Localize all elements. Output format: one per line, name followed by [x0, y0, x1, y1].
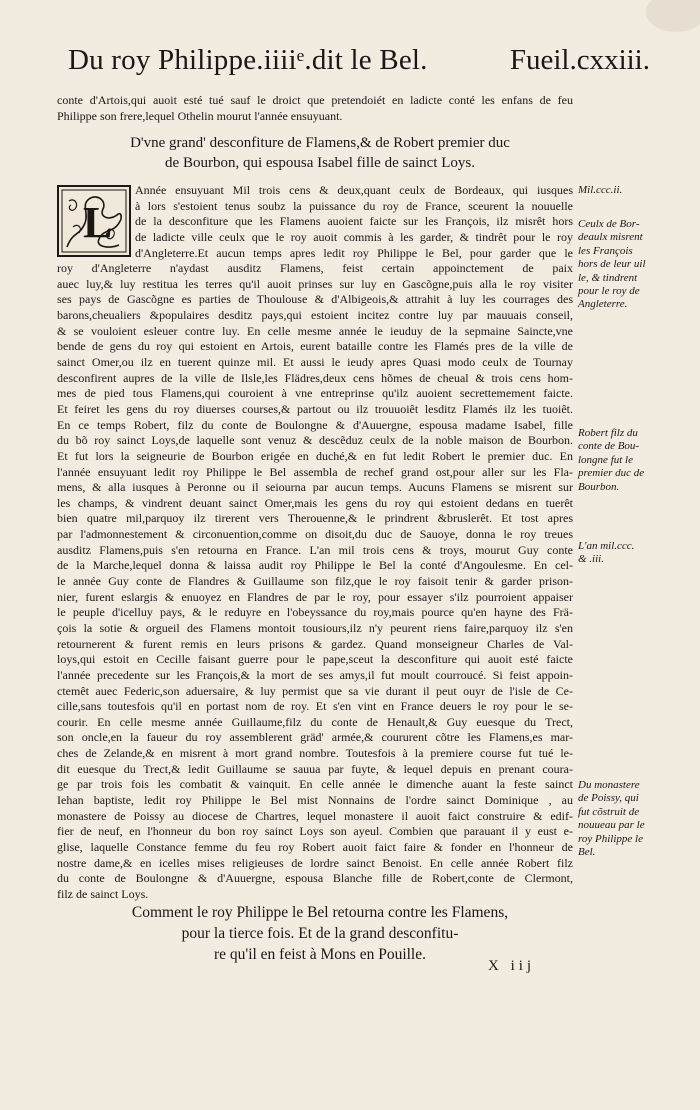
text-line: sainct Omer,ou ilz en tuerent quinze mil. Et aussi le ieudy apres Quasi modo ceulx de Tournay: [57, 355, 573, 370]
text-line: l'année ensuyuant ledit roy Philippe le Bel assembla de rechef grand ost,pour aller sur les Fla-: [57, 464, 573, 479]
margin-note-line: Bourbon.: [578, 480, 620, 493]
margin-note-line: les François: [578, 244, 633, 257]
folio-number: Fueil.cxxiii.: [509, 44, 650, 76]
text-line: d'Angleterre.Et aucun temps apres ledit roy Philippe le Bel, pour garder que le: [135, 245, 573, 260]
margin-note-poissy: [578, 779, 688, 859]
text-line: glise, laquelle Constance femme du feu roy Robert auoit faict faire & fonder en l'honneur de: [57, 839, 573, 854]
text-line: de la Marche,lequel donna & laissa audit roy Philippe le Bel la conté d'Angoulesme. En cel-: [57, 558, 573, 573]
text-line: de ladicte ville ceulx que le roy auoit commis à les garder, & tindrêt pour le roy: [135, 229, 573, 244]
next-chapter-heading-line: pour la tierce fois. Et de la grand desconfitu-: [181, 925, 459, 942]
margin-note-year-1303: [578, 540, 688, 567]
margin-note-line: nouueau par le: [578, 819, 645, 832]
margin-note-line: premier duc de: [578, 467, 645, 480]
text-line: fier de neuf, en l'honneur du bon roy sainct Loys son ayeul. Combien que parauant il y eust e-: [57, 824, 573, 839]
text-line: Iehan baptiste, ledit roy Philippe le Bel mist Nonnains de l'ordre sainct Dominique , au: [57, 792, 573, 807]
margin-note-line: pour le roy de: [578, 285, 640, 298]
text-line: ausditz Flamens,puis s'en retourna en France. L'an mil trois cens & troys, mourut Guy conte: [57, 542, 573, 557]
margin-note-line: L'an mil.ccc.: [578, 540, 635, 552]
text-line: ge par trois fois les combatit & vainquit. En celle année le dimenche auant la feste sainct: [57, 777, 573, 792]
intro-line: conte d'Artois,qui auoit esté tué sauf le droict que pretendoiét en ladicte conté les enfans de feu: [57, 93, 573, 107]
text-line: çois la sotie & orgueil des Flamens montoit tousiours,ilz n'y peurent riens faire,parquoy ilz s'en: [57, 620, 573, 635]
margin-note-robert: [578, 427, 688, 494]
text-line: mens, & alla iusques à Peronne ou il seiourna par aucun temps. Aucuns Flamens se misrent sur: [57, 480, 573, 495]
signature-mark: X iij: [488, 958, 536, 974]
margin-note-line: roy Philippe le: [578, 832, 643, 845]
text-line: de la desconfiture que les Flamens auoient faicte sur les François, ilz misrêt hors: [135, 214, 573, 229]
text-line: mes de pied tous Flamens,qui couroient à vne entreprinse qu'ilz auoient secrettemement faicte.: [57, 386, 573, 401]
main-text-column: [57, 183, 573, 902]
next-chapter-heading-line: Comment le roy Philippe le Bel retourna contre les Flamens,: [131, 904, 509, 921]
text-line: cille,sans toutesfois qu'il en portast nom de roy. Et s'en vint en France deuers le roy pour le se-: [57, 699, 573, 714]
text-line: auec luy,& luy restitua les terres qu'il auoit prinses sur luy en Gascõgne,puis alla le roy visiter: [57, 276, 573, 291]
intro-line: Philippe son frere,lequel Othelin mourut l'année ensuyuant.: [57, 108, 343, 123]
margin-note-line: conte de Bou-: [578, 440, 640, 453]
margin-note-line: & .iii.: [578, 553, 604, 566]
running-head: [68, 44, 650, 84]
margin-note-line: fut cõstruit de: [578, 805, 640, 818]
text-line: filz de sainct Loys.: [57, 886, 149, 901]
margin-note-line: deaulx misrent: [578, 231, 643, 244]
text-line: Année ensuyuant Mil trois cens & deux,quant ceulx de Bordeaux, qui iusques: [135, 183, 573, 197]
margin-note-line: Du monastere: [578, 779, 640, 791]
text-line: bien quatre mil,parquoy ilz tirerent vers Therouenne,& le prindrent &bruslerêt. Et tost apres: [57, 511, 573, 526]
text-line: barons,cheualiers &populaires desditz pays,qui estoient incitez contre luy par mauuais conseil,: [57, 308, 573, 323]
text-line: du conte de Boulongne & d'Auuergne, espousa Blanche fille de Robert,conte de Clermont,: [57, 871, 573, 886]
margin-note-line: Ceulx de Bor-: [578, 218, 640, 230]
margin-note-line: Angleterre.: [578, 298, 628, 311]
chapter-heading-line: de Bourbon, qui espousa Isabel fille de sainct Loys.: [165, 155, 475, 171]
text-line: loys,qui estoit en Cecille faisant guerre pour le pape,sceut la desconfiture qui auoit esté faicte: [57, 652, 573, 667]
text-line: roy d'Angleterre n'aydast ausditz Flamens, feist certain appoinctement de paix: [57, 261, 573, 276]
margin-note-bordeaux: [578, 218, 688, 312]
margin-note-line: Robert filz du: [578, 427, 638, 439]
text-line: Et feiret les gens du roy diuerses courses,& partout ou ilz trouuoiêt lesditz Flamés ilz les tuoiêt.: [57, 401, 573, 416]
text-line: ctemêt auec Federic,son aduersaire, & luy permist que sa vie durant il peut ouyr de l'isle de Ce-: [57, 683, 573, 698]
next-chapter-heading-line: re qu'il en feist à Mons en Pouille.: [213, 946, 426, 963]
text-line: retournerent & furent remis en leurs prisons & gardez. Quand monseigneur Charles de Val-: [57, 636, 573, 651]
text-line: En ce temps Robert, filz du conte de Boulongne & d'Auuergne, espousa madame Isabel, fille: [57, 417, 573, 432]
intro-paragraph: [57, 93, 573, 124]
margin-note-line: hors de leur uil: [578, 258, 646, 271]
text-line: courir. En celle mesme année Guillaume,filz du conte de Henault,& Guy euesque du Trect,: [57, 714, 573, 729]
text-line: par l'admonnestement & circonuention,comme on disoit,du duc de Sauoye, donna le roy treues: [57, 527, 573, 542]
text-line: Et fut lors la seigneurie de Bourbon erigée en duché,& en fut ledit Robert le premier duc. En: [57, 448, 573, 463]
next-chapter-heading: [110, 902, 530, 965]
text-line: son oncle,en la faueur du roy assemblerent gräd' armée,& coururent cõtre les Flamens,es mar-: [57, 730, 573, 745]
text-line: & se vouloient esleuer contre luy. En celle mesme année le ieuduy de la sepmaine Saincte,vne: [57, 323, 573, 338]
text-line: monastere de Poissy au diocese de Chartres, lequel monastere il auoit faict construire & edif-: [57, 808, 573, 823]
text-line: dit euesque du Trect,& ledit Guillaume se sauua par fuyte, & lequel depuis en prenant coura-: [57, 761, 573, 776]
margin-note-line: de Poissy, qui: [578, 792, 639, 805]
chapter-heading: [60, 133, 580, 173]
text-line: le peuple d'icelluy pays, & le reduyre en l'obeyssance du roy,mais pource qu'en hayne des Frä-: [57, 605, 573, 620]
text-line: ches de Zelande,& en misrent à mort grand nombre. Toutesfois à la premiere course fut tué le-: [57, 746, 573, 761]
drop-cap-letter: L: [83, 198, 113, 247]
margin-note-line: longne fut le: [578, 453, 633, 466]
chapter-heading-line: D'vne grand' desconfiture de Flamens,& de Robert premier duc: [130, 135, 510, 151]
margin-note-line: Mil.ccc.ii.: [578, 184, 623, 196]
text-line: du bõ roy sainct Loys,de laquelle sont venuz & descẽduz ceulx de la noble maison de Bourbon.: [57, 433, 573, 448]
text-line: bende de gens du roy qui estoient en Artois, eurent bataille contre les Flamés pres de la ville de: [57, 339, 573, 354]
text-line: le année Guy conte de Flandres & Guillaume son filz,que le roy faisoit tenir & garder prison-: [57, 574, 573, 589]
margin-note-line: Bel.: [578, 846, 596, 859]
margin-note-year: [578, 184, 688, 197]
text-line: à lors s'estoient tenus soubz la puissance du roy de France, sceurent la nouuelle: [135, 198, 573, 213]
text-line: ses pays de Gascõgne es parties de Thoulouse & d'Albigeois,& attrahit à luy les courrages des: [57, 292, 573, 307]
margin-note-line: le, & tindrent: [578, 271, 638, 284]
text-line: nostre dame,& en icelles mises religieuses de lordre sainct Benoist. En celle année Robert filz: [57, 855, 573, 870]
running-head-title: Du roy Philippe.iiiiᵉ.dit le Bel.: [68, 44, 428, 76]
text-line: nier, furent eslargis & enuoyez en Flandres de par le roy, pour essayer s'ilz pourroient appaiser: [57, 589, 573, 604]
text-line: desconfirent aupres de la ville de Ilsle,les Flädres,deux cens hõmes de cheual & trois cens hom-: [57, 370, 573, 385]
bleed-through-mark: [646, 0, 700, 32]
text-line: l'année precedente sur les François,& la mort de ses amys,il fut moult courroucé. Si feist appoin-: [57, 667, 573, 682]
text-line: les champs, & vindrent deuant sainct Omer,mais les gens du roy qui estoient dedans en tuerêt: [57, 495, 573, 510]
